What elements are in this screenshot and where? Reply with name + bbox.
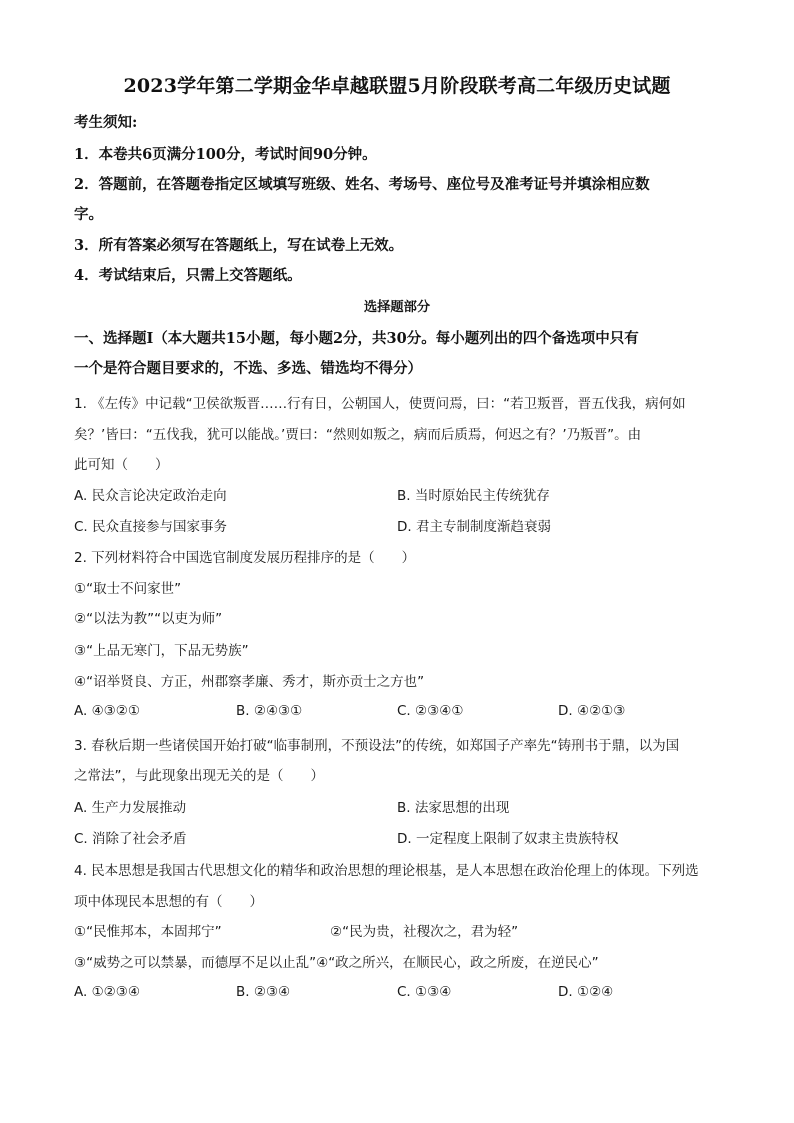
question-4-line: ③“威势之可以禁暴，而德厚不足以止乱”④“政之所兴，在顺民心，政之所废，在逆民心” bbox=[74, 955, 599, 971]
question-4-line: ①“民惟邦本，本固邦宁” bbox=[74, 924, 222, 940]
question-4-option-b: B. ②③④ bbox=[236, 984, 291, 1000]
exam-title: 2023学年第二学期金华卓越联盟5月阶段联考高二年级历史试题 bbox=[123, 75, 671, 97]
question-4-line: 项中体现民本思想的有（ ） bbox=[74, 894, 263, 910]
notice-item: 字。 bbox=[74, 206, 103, 223]
question-2-line: ④“诏举贤良、方正，州郡察孝廉、秀才，斯亦贡士之方也” bbox=[74, 674, 425, 690]
question-3-line: 3. 春秋后期一些诸侯国开始打破“临事制刑，不预设法”的传统，如郑国子产率先“铸刑书于鼎，以为国 bbox=[74, 738, 680, 754]
question-1-line: 矣？’皆曰：“五伐我，犹可以能战。’贾曰：“然则如叛之，病而后质焉，何迟之有？’乃叛晋”。由 bbox=[74, 427, 642, 443]
question-2-line: ③“上品无寒门，下品无势族” bbox=[74, 643, 249, 659]
question-2-option-d: D. ④②①③ bbox=[558, 703, 626, 719]
question-3-option-a: A. 生产力发展推动 bbox=[74, 800, 187, 816]
question-2-option-c: C. ②③④① bbox=[397, 703, 464, 719]
question-3-line: 之常法”，与此现象出现无关的是（ ） bbox=[74, 768, 324, 784]
notice-item: 1．本卷共6页满分100分，考试时间90分钟。 bbox=[74, 146, 377, 163]
question-3-option-b: B. 法家思想的出现 bbox=[397, 800, 510, 816]
question-3-option-c: C. 消除了社会矛盾 bbox=[74, 831, 187, 847]
question-1-option-d: D. 君主专制制度渐趋衰弱 bbox=[397, 519, 551, 535]
notice-item: 2．答题前，在答题卷指定区域填写班级、姓名、考场号、座位号及准考证号并填涂相应数 bbox=[74, 176, 650, 193]
question-1-line: 此可知（ ） bbox=[74, 457, 169, 473]
question-2-line: ①“取士不问家世” bbox=[74, 581, 182, 597]
question-2-option-a: A. ④③②① bbox=[74, 703, 140, 719]
question-4-option-a: A. ①②③④ bbox=[74, 984, 140, 1000]
question-1-option-a: A. 民众言论决定政治走向 bbox=[74, 488, 227, 504]
notice-item: 4．考试结束后，只需上交答题纸。 bbox=[74, 267, 302, 284]
notice-heading: 考生须知: bbox=[74, 114, 138, 131]
section-title: 选择题部分 bbox=[363, 300, 431, 315]
question-4-option-d: D. ①②④ bbox=[558, 984, 614, 1000]
question-1-line: 1. 《左传》中记载“卫侯欲叛晋……行有日，公朝国人，使贾问焉，曰：“若卫叛晋，晋五伐我，病何如 bbox=[74, 396, 686, 412]
question-1-option-c: C. 民众直接参与国家事务 bbox=[74, 519, 228, 535]
question-3-option-d: D. 一定程度上限制了奴隶主贵族特权 bbox=[397, 831, 619, 847]
question-4-line: 4. 民本思想是我国古代思想文化的精华和政治思想的理论根基，是人本思想在政治伦理上的体现。下列选 bbox=[74, 863, 699, 879]
question-4-option-c: C. ①③④ bbox=[397, 984, 452, 1000]
notice-item: 3．所有答案必须写在答题纸上，写在试卷上无效。 bbox=[74, 237, 404, 254]
question-2-line: ②“以法为教”“以吏为师” bbox=[74, 611, 223, 627]
question-4-line: ②“民为贵，社稷次之，君为轻” bbox=[330, 924, 519, 940]
part-intro: 一、选择题Ⅰ（本大题共15小题，每小题2分，共30分。每小题列出的四个备选项中只有 bbox=[74, 330, 639, 347]
question-2-option-b: B. ②④③① bbox=[236, 703, 303, 719]
part-intro: 一个是符合题目要求的，不选、多选、错选均不得分） bbox=[74, 360, 422, 377]
question-2-line: 2. 下列材料符合中国选官制度发展历程排序的是（ ） bbox=[74, 550, 416, 566]
question-1-option-b: B. 当时原始民主传统犹存 bbox=[397, 488, 550, 504]
